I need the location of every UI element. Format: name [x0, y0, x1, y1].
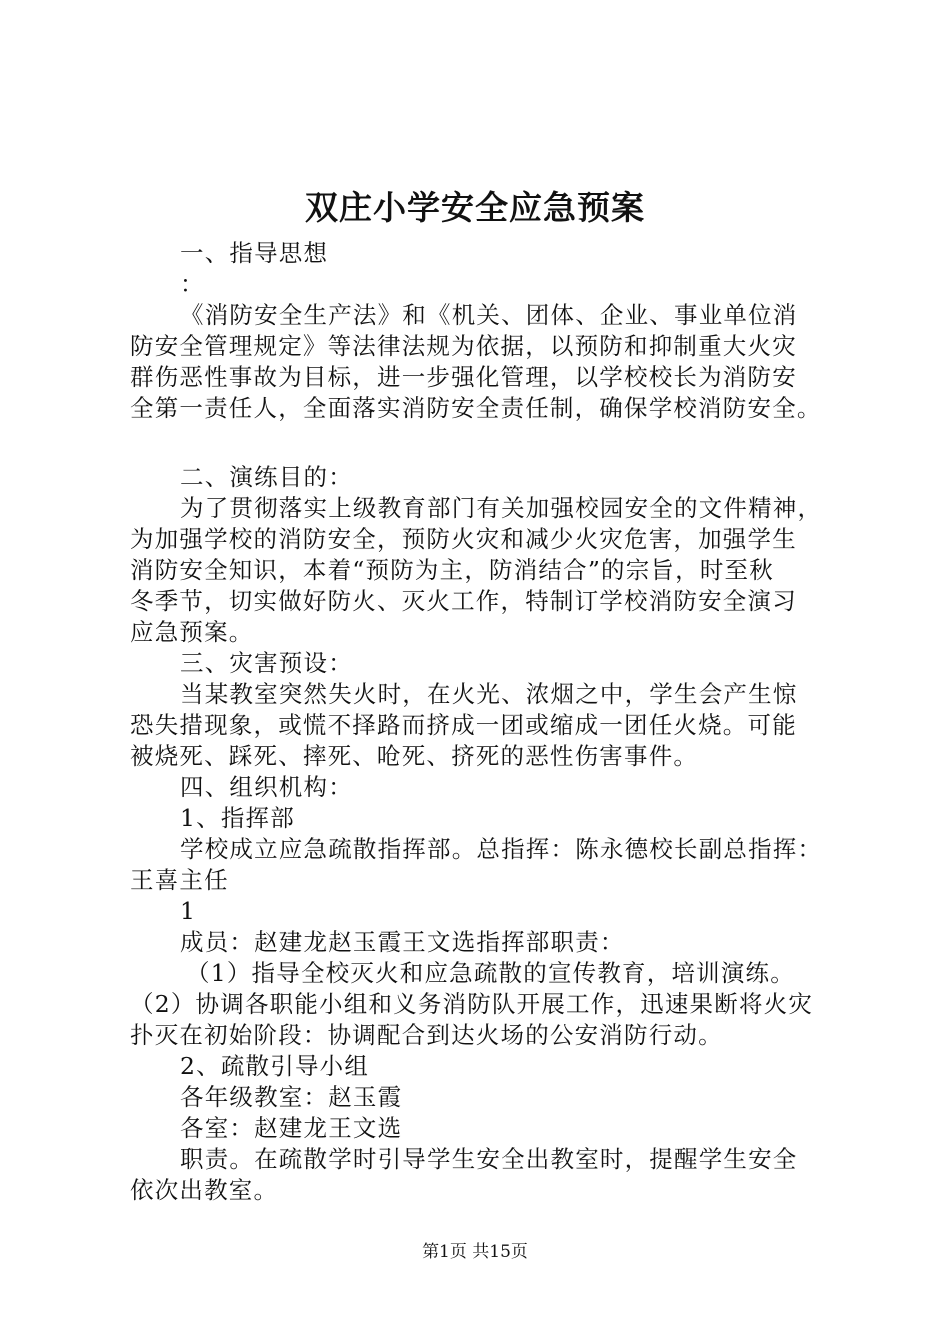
text-line: 一、指导思想 — [180, 239, 329, 267]
text-line: 扑灭在初始阶段：协调配合到达火场的公安消防行动。 — [130, 1021, 723, 1049]
text-line: 各年级教室：赵玉霞 — [180, 1083, 403, 1111]
text-line: 应急预案。 — [130, 618, 254, 646]
text-line: 王喜主任 — [130, 866, 229, 894]
text-line: 消防安全知识，本着“预防为主，防消结合”的宗旨，时至秋 — [130, 556, 774, 584]
text-line: 三、灾害预设： — [180, 649, 353, 677]
text-line: 全第一责任人，全面落实消防安全责任制，确保学校消防安全。 — [130, 394, 822, 422]
text-line: 防安全管理规定》等法律法规为依据，以预防和抑制重大火灾 — [130, 332, 797, 360]
text-line: 冬季节，切实做好防火、灭火工作，特制订学校消防安全演习 — [130, 587, 797, 615]
text-line: 为加强学校的消防安全，预防火灾和减少火灾危害，加强学生 — [130, 525, 797, 553]
document-title: 双庄小学安全应急预案 — [305, 188, 645, 227]
text-line: 1、指挥部 — [180, 804, 295, 832]
paragraph-gap — [130, 424, 840, 462]
text-line: 为了贯彻落实上级教育部门有关加强校园安全的文件精神， — [180, 494, 823, 522]
text-line: 依次出教室。 — [130, 1176, 279, 1204]
text-line: 各室：赵建龙王文选 — [180, 1114, 403, 1142]
text-line: 1 — [180, 897, 197, 925]
text-line: 四、组织机构： — [180, 773, 353, 801]
text-line: 恐失措现象，或慌不择路而挤成一团或缩成一团任火烧。可能 — [130, 711, 797, 739]
text-line: 2、疏散引导小组 — [180, 1052, 370, 1080]
text-line: 当某教室突然失火时，在火光、浓烟之中，学生会产生惊 — [180, 680, 798, 708]
text-line: 群伤恶性事故为目标，进一步强化管理，以学校校长为消防安 — [130, 363, 797, 391]
text-line: 学校成立应急疏散指挥部。总指挥：陈永德校长副总指挥： — [180, 835, 823, 863]
text-line: （2）协调各职能小组和义务消防队开展工作，迅速果断将火灾 — [130, 990, 814, 1018]
text-line: 二、演练目的： — [180, 463, 353, 491]
document-body — [130, 238, 840, 1206]
text-line: 《消防安全生产法》和《机关、团体、企业、事业单位消 — [180, 301, 798, 329]
text-line: （1）指导全校灭火和应急疏散的宣传教育，培训演练。 — [186, 959, 795, 987]
text-line: 成员：赵建龙赵玉霞王文选指挥部职责： — [180, 928, 625, 956]
text-line: 被烧死、踩死、摔死、呛死、挤死的恶性伤害事件。 — [130, 742, 699, 770]
page-footer: 第1页 共15页 — [422, 1242, 528, 1262]
text-line: 职责。在疏散学时引导学生安全出教室时，提醒学生安全 — [180, 1145, 798, 1173]
text-line: ： — [180, 270, 205, 298]
